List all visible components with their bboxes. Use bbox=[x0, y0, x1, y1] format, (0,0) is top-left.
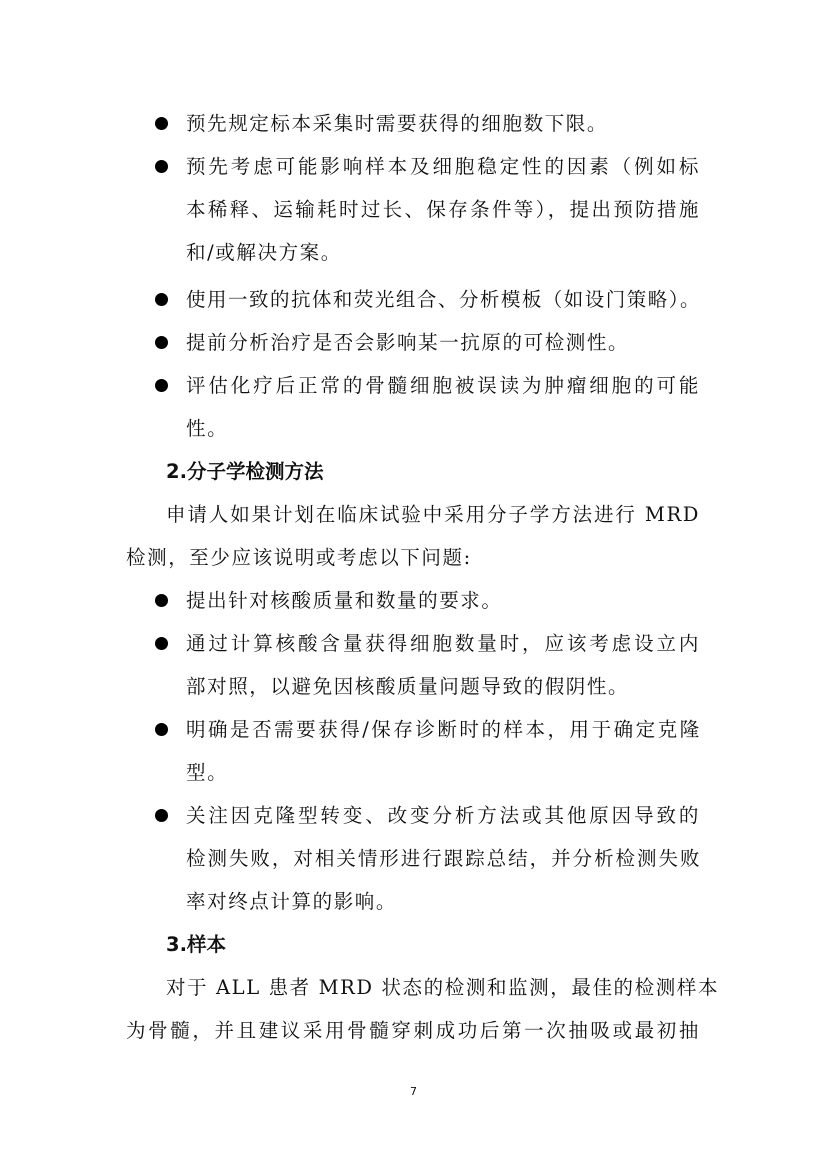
bullet-text: 评估化疗后正常的骨髓细胞被误读为肿瘤细胞的可能 bbox=[186, 374, 700, 397]
bullet-text: 性。 bbox=[186, 417, 229, 440]
bullet-text: 检测失败，对相关情形进行跟踪总结，并分析检测失败 bbox=[186, 847, 700, 870]
bullet-icon bbox=[155, 723, 168, 736]
page-number: 7 bbox=[410, 1085, 417, 1098]
section-heading: 3.样本 bbox=[166, 933, 226, 956]
bullet-text: 预先考虑可能影响样本及细胞稳定性的因素（例如标 bbox=[186, 155, 700, 178]
bullet-text: 通过计算核酸含量获得细胞数量时，应该考虑设立内 bbox=[186, 632, 700, 655]
bullet-text: 关注因克隆型转变、改变分析方法或其他原因导致的 bbox=[186, 804, 700, 827]
bullet-text: 和/或解决方案。 bbox=[186, 241, 342, 264]
paragraph-line: 申请人如果计划在临床试验中采用分子学方法进行 MRD bbox=[166, 503, 700, 526]
bullet-text: 率对终点计算的影响。 bbox=[186, 890, 398, 913]
bullet-icon bbox=[155, 293, 168, 306]
bullet-icon bbox=[155, 336, 168, 349]
bullet-text: 型。 bbox=[186, 761, 229, 784]
bullet-icon bbox=[155, 637, 168, 650]
bullet-text: 使用一致的抗体和荧光组合、分析模板（如设门策略）。 bbox=[186, 288, 700, 311]
bullet-text: 本稀释、运输耗时过长、保存条件等），提出预防措施 bbox=[186, 198, 700, 221]
bullet-icon bbox=[155, 117, 168, 130]
paragraph-line: 对于 ALL 患者 MRD 状态的检测和监测，最佳的检测样本 bbox=[166, 976, 720, 999]
bullet-icon bbox=[155, 379, 168, 392]
bullet-icon bbox=[155, 160, 168, 173]
paragraph-line: 为骨髓，并且建议采用骨髓穿刺成功后第一次抽吸或最初抽 bbox=[126, 1019, 700, 1042]
bullet-text: 预先规定标本采集时需要获得的细胞数下限。 bbox=[186, 112, 609, 135]
bullet-icon bbox=[155, 809, 168, 822]
section-heading: 2.分子学检测方法 bbox=[166, 460, 324, 483]
paragraph-line: 检测，至少应该说明或考虑以下问题: bbox=[126, 546, 472, 569]
bullet-text: 提出针对核酸质量和数量的要求。 bbox=[186, 589, 503, 612]
bullet-icon bbox=[155, 594, 168, 607]
bullet-text: 明确是否需要获得/保存诊断时的样本，用于确定克隆 bbox=[186, 718, 700, 741]
bullet-text: 提前分析治疗是否会影响某一抗原的可检测性。 bbox=[186, 331, 630, 354]
bullet-text: 部对照，以避免因核酸质量问题导致的假阴性。 bbox=[186, 675, 630, 698]
